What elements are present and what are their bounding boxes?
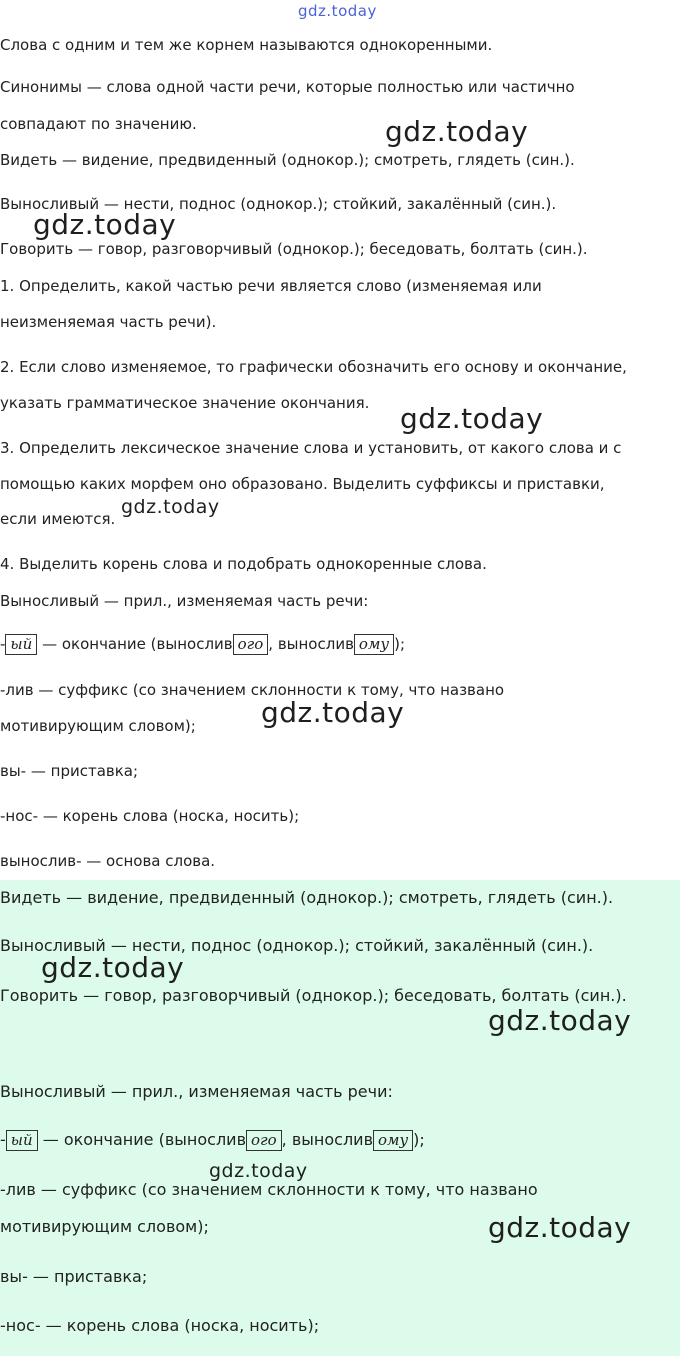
- stem: вынослив- — основа слова.: [0, 852, 216, 870]
- watermark: gdz.today: [121, 496, 220, 518]
- watermark: gdz.today: [488, 1004, 632, 1037]
- definition-synonyms-line2: совпадают по значению.: [0, 115, 197, 133]
- watermark: gdz.today: [209, 1160, 308, 1182]
- analysis-ending: [0, 634, 405, 655]
- analysis-pos: Выносливый — прил., изменяемая часть речи:: [0, 592, 369, 610]
- step3-line3: если имеются.: [0, 510, 116, 528]
- watermark: gdz.today: [385, 115, 529, 148]
- suffix-line2: мотивирующим словом);: [0, 717, 196, 735]
- prefix: вы- — приставка;: [0, 762, 139, 780]
- ending-box-omu-2: ому: [373, 1130, 413, 1151]
- suffix-line2-2: мотивирующим словом);: [0, 1217, 209, 1236]
- example-govorit: Говорить — говор, разговорчивый (однокор.); беседовать, болтать (син.).: [0, 240, 588, 258]
- ending-box-yi-2: ый: [6, 1130, 38, 1151]
- suffix-line1: -лив — суффикс (со значением склонности к тому, что названо: [0, 681, 505, 699]
- example-videt: Видеть — видение, предвиденный (однокор.); смотреть, глядеть (син.).: [0, 151, 575, 169]
- watermark: gdz.today: [400, 402, 544, 435]
- definition-cognates: Слова с одним и тем же корнем называются однокоренными.: [0, 36, 493, 54]
- watermark: gdz.today: [261, 696, 405, 729]
- step4: 4. Выделить корень слова и подобрать однокоренные слова.: [0, 555, 487, 573]
- ending-text-2: — окончание (вынослив: [37, 1130, 246, 1149]
- ending-sep: , вынослив: [268, 635, 354, 653]
- step3-line1: 3. Определить лексическое значение слова и установить, от какого слова и с: [0, 439, 622, 457]
- step2-line1: 2. Если слово изменяемое, то графически обозначить его основу и окончание,: [0, 358, 627, 376]
- watermark-top: gdz.today: [298, 2, 377, 20]
- ending-box-ogo-2: ого: [246, 1130, 282, 1151]
- ending-close-2: );: [413, 1130, 425, 1149]
- ending-dash-2: -: [0, 1130, 6, 1149]
- example-vynoslivyi-2: Выносливый — нести, поднос (однокор.); стойкий, закалённый (син.).: [0, 936, 594, 955]
- step3-line2: помощью каких морфем оно образовано. Выделить суффиксы и приставки,: [0, 475, 605, 493]
- ending-sep-2: , вынослив: [281, 1130, 373, 1149]
- suffix-line1-2: -лив — суффикс (со значением склонности к тому, что названо: [0, 1180, 538, 1199]
- watermark: gdz.today: [33, 208, 177, 241]
- ending-close: );: [394, 635, 405, 653]
- ending-box-ogo: ого: [233, 634, 269, 655]
- ending-dash: -: [0, 635, 6, 653]
- watermark: gdz.today: [41, 951, 185, 984]
- definition-synonyms-line1: Синонимы — слова одной части речи, которые полностью или частично: [0, 78, 575, 96]
- ending-box-omu: ому: [354, 634, 394, 655]
- ending-text: — окончание (вынослив: [37, 635, 233, 653]
- step1-line2: неизменяемая часть речи).: [0, 313, 217, 331]
- example-govorit-2: Говорить — говор, разговорчивый (однокор.); беседовать, болтать (син.).: [0, 986, 627, 1005]
- step2-line2: указать грамматическое значение окончания.: [0, 394, 370, 412]
- example-videt-2: Видеть — видение, предвиденный (однокор.); смотреть, глядеть (син.).: [0, 888, 614, 907]
- analysis-pos-2: Выносливый — прил., изменяемая часть речи:: [0, 1082, 393, 1101]
- root: -нос- — корень слова (носка, носить);: [0, 807, 300, 825]
- prefix-2: вы- — приставка;: [0, 1267, 148, 1286]
- watermark: gdz.today: [488, 1211, 632, 1244]
- root-2: -нос- — корень слова (носка, носить);: [0, 1316, 320, 1335]
- analysis-ending-2: [0, 1130, 425, 1151]
- step1-line1: 1. Определить, какой частью речи является слово (изменяемая или: [0, 277, 542, 295]
- example-vynoslivyi: Выносливый — нести, поднос (однокор.); стойкий, закалённый (син.).: [0, 195, 557, 213]
- ending-box-yi: ый: [5, 634, 37, 655]
